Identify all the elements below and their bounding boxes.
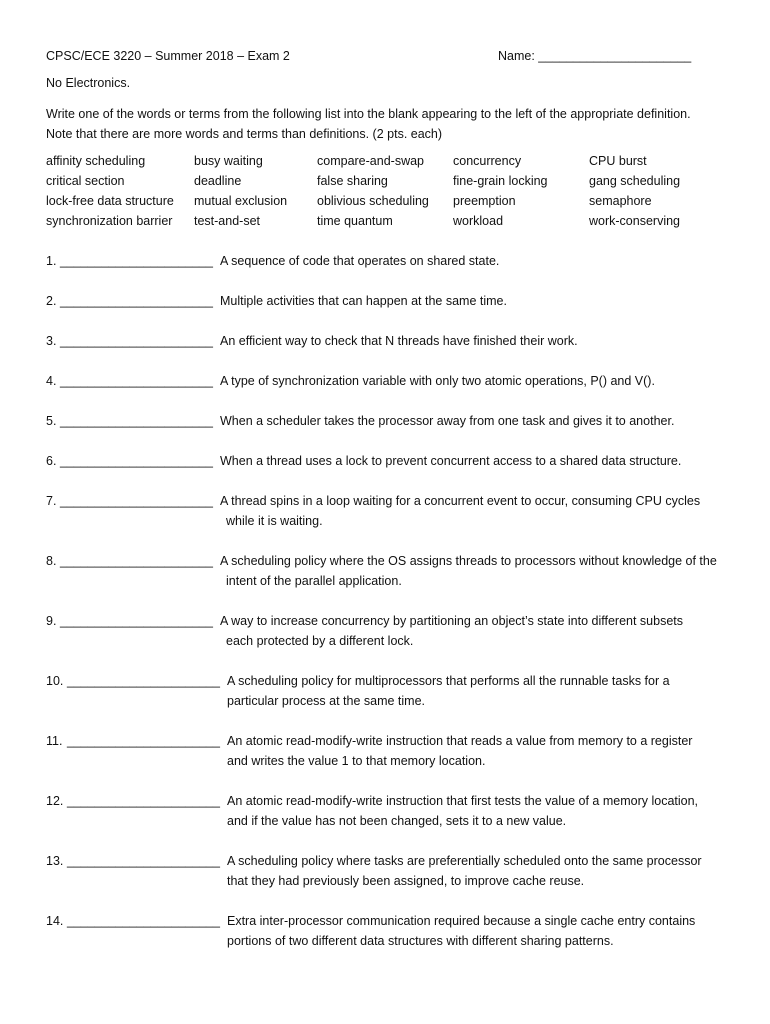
definition-line-1: A scheduling policy where tasks are preferentially scheduled onto the same processor xyxy=(227,854,702,868)
question-definition xyxy=(220,331,725,351)
word-bank-term: preemption xyxy=(453,194,516,208)
definition-line-1: A sequence of code that operates on shared state. xyxy=(220,254,500,268)
definition-line-2: portions of two different data structures with different sharing patterns. xyxy=(227,934,614,948)
question-number: 5. xyxy=(46,414,57,428)
course-title: CPSC/ECE 3220 – Summer 2018 – Exam 2 xyxy=(46,49,290,63)
definition-line-1: When a scheduler takes the processor away from one task and gives it to another. xyxy=(220,414,675,428)
word-bank-row xyxy=(46,211,746,231)
definition-line-2: each protected by a different lock. xyxy=(226,634,414,648)
word-bank-term: oblivious scheduling xyxy=(317,194,429,208)
answer-blank[interactable]: ______________________ xyxy=(60,374,213,388)
question-number: 13. xyxy=(46,854,64,868)
instructions-line-2: Note that there are more words and terms than definitions. (2 pts. each) xyxy=(46,127,443,141)
definition-line-1: A way to increase concurrency by partitioning an object’s state into different subsets xyxy=(220,614,683,628)
definition-line-2: intent of the parallel application. xyxy=(226,574,402,588)
question-definition xyxy=(227,671,732,711)
definition-line-2: and writes the value 1 to that memory location. xyxy=(227,754,486,768)
answer-blank[interactable]: ______________________ xyxy=(60,554,213,568)
definition-line-1: A type of synchronization variable with only two atomic operations, P() and V(). xyxy=(220,374,655,388)
word-bank-row xyxy=(46,171,746,191)
question-definition xyxy=(220,611,725,651)
question-definition xyxy=(220,491,725,531)
word-bank-term: work-conserving xyxy=(589,214,681,228)
definition-line-1: A scheduling policy where the OS assigns threads to processors without knowledge of the xyxy=(220,554,717,568)
answer-blank[interactable]: ______________________ xyxy=(60,614,213,628)
word-bank-term: busy waiting xyxy=(194,154,263,168)
answer-blank[interactable]: ______________________ xyxy=(60,414,213,428)
instructions xyxy=(46,104,736,144)
question-number: 3. xyxy=(46,334,57,348)
name-field-label: Name: ______________________ xyxy=(498,49,692,63)
word-bank-term: fine-grain locking xyxy=(453,174,548,188)
word-bank xyxy=(46,151,746,231)
answer-blank[interactable]: ______________________ xyxy=(60,334,213,348)
definition-line-2: while it is waiting. xyxy=(226,514,323,528)
word-bank-row xyxy=(46,151,746,171)
answer-blank[interactable]: ______________________ xyxy=(60,294,213,308)
word-bank-term: synchronization barrier xyxy=(46,214,173,228)
word-bank-term: gang scheduling xyxy=(589,174,681,188)
question-definition xyxy=(220,291,725,311)
answer-blank[interactable]: ______________________ xyxy=(60,454,213,468)
definition-line-2: and if the value has not been changed, sets it to a new value. xyxy=(227,814,567,828)
answer-blank[interactable]: ______________________ xyxy=(67,674,220,688)
answer-blank[interactable]: ______________________ xyxy=(67,854,220,868)
question-number: 4. xyxy=(46,374,57,388)
question-definition xyxy=(220,411,725,431)
word-bank-term: mutual exclusion xyxy=(194,194,288,208)
word-bank-term: affinity scheduling xyxy=(46,154,146,168)
question-definition xyxy=(220,451,725,471)
question-number: 10. xyxy=(46,674,64,688)
question-number: 12. xyxy=(46,794,64,808)
definition-line-1: An atomic read-modify-write instruction that reads a value from memory to a register xyxy=(227,734,693,748)
question-definition xyxy=(220,251,725,271)
question-number: 11. xyxy=(46,734,63,748)
answer-blank[interactable]: ______________________ xyxy=(60,254,213,268)
question-definition xyxy=(227,791,732,831)
question-definition xyxy=(220,551,725,591)
word-bank-term: CPU burst xyxy=(589,154,647,168)
question-number: 1. xyxy=(46,254,57,268)
question-number: 8. xyxy=(46,554,57,568)
definition-line-1: An efficient way to check that N threads have finished their work. xyxy=(220,334,578,348)
question-definition xyxy=(227,911,732,951)
definition-line-1: When a thread uses a lock to prevent concurrent access to a shared data structure. xyxy=(220,454,682,468)
word-bank-row xyxy=(46,191,746,211)
definition-line-1: Multiple activities that can happen at the same time. xyxy=(220,294,507,308)
word-bank-term: test-and-set xyxy=(194,214,261,228)
question-number: 6. xyxy=(46,454,57,468)
answer-blank[interactable]: ______________________ xyxy=(60,494,213,508)
instructions-line-1: Write one of the words or terms from the following list into the blank appearing to the left of the appropriate definition. xyxy=(46,107,691,121)
answer-blank[interactable]: ______________________ xyxy=(67,734,220,748)
word-bank-term: critical section xyxy=(46,174,125,188)
word-bank-term: semaphore xyxy=(589,194,652,208)
word-bank-term: compare-and-swap xyxy=(317,154,424,168)
answer-blank[interactable]: ______________________ xyxy=(67,794,220,808)
definition-line-2: particular process at the same time. xyxy=(227,694,425,708)
question-number: 14. xyxy=(46,914,64,928)
definition-line-1: A thread spins in a loop waiting for a concurrent event to occur, consuming CPU cycles xyxy=(220,494,701,508)
question-number: 2. xyxy=(46,294,57,308)
definition-line-1: A scheduling policy for multiprocessors that performs all the runnable tasks for a xyxy=(227,674,670,688)
question-number: 7. xyxy=(46,494,57,508)
question-number: 9. xyxy=(46,614,57,628)
word-bank-term: false sharing xyxy=(317,174,388,188)
word-bank-term: deadline xyxy=(194,174,242,188)
question-definition xyxy=(220,371,725,391)
question-definition xyxy=(227,851,732,891)
word-bank-term: concurrency xyxy=(453,154,522,168)
no-electronics-note: No Electronics. xyxy=(46,76,131,90)
question-definition xyxy=(227,731,732,771)
answer-blank[interactable]: ______________________ xyxy=(67,914,220,928)
word-bank-term: time quantum xyxy=(317,214,393,228)
definition-line-1: An atomic read-modify-write instruction that first tests the value of a memory location, xyxy=(227,794,699,808)
definition-line-2: that they had previously been assigned, to improve cache reuse. xyxy=(227,874,585,888)
definition-line-1: Extra inter-processor communication required because a single cache entry contains xyxy=(227,914,696,928)
word-bank-term: workload xyxy=(453,214,504,228)
word-bank-term: lock-free data structure xyxy=(46,194,174,208)
